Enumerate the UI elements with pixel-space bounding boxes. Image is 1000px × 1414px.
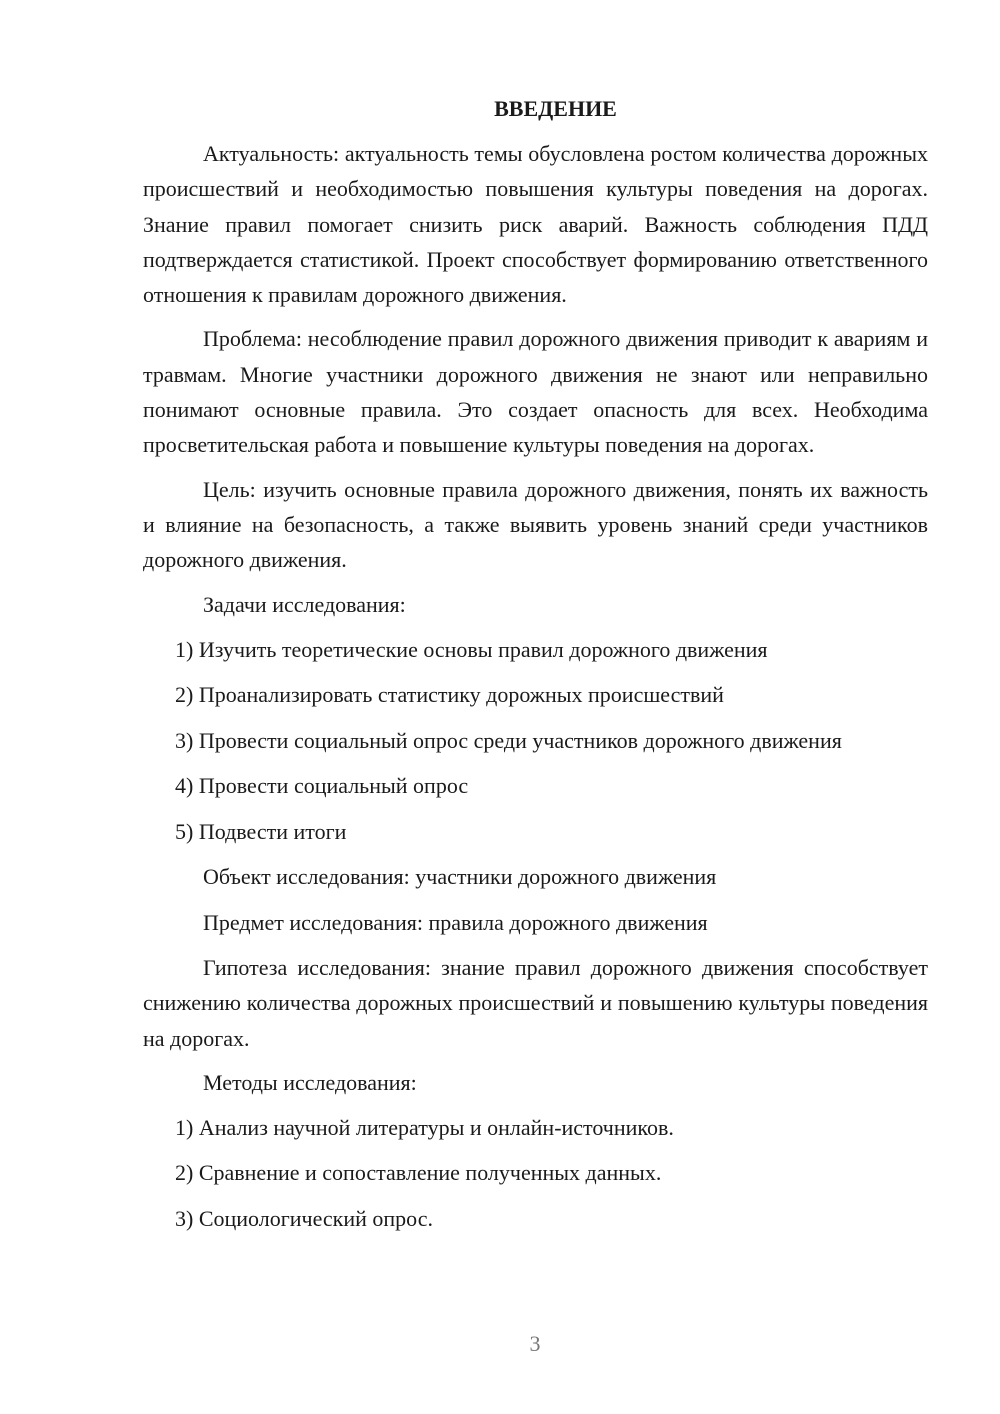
task-item: 3) Провести социальный опрос среди участников дорожного движения (175, 727, 842, 753)
task-item: 1) Изучить теоретические основы правил дорожного движения (175, 636, 768, 662)
task-item: 4) Провести социальный опрос (175, 773, 469, 799)
task-item: 5) Подвести итоги (175, 818, 347, 844)
tasks-list (143, 632, 928, 849)
problem-paragraph: Проблема: несоблюдение правил дорожного движения приводит к авариям и травмам. Многие участники дорожного движения не знают или неправильно понимают основные правила. Это создает опасность для всех. Необходима просветительская работа и повышение культуры поведения на дорогах. (143, 326, 928, 458)
research-subject: Предмет исследования: правила дорожного движения (203, 909, 708, 935)
goal-paragraph: Цель: изучить основные правила дорожного движения, понять их важность и влияние на безопасность, а также выявить уровень знаний среди участников дорожного движения. (143, 476, 928, 573)
methods-list (143, 1110, 928, 1236)
page-title: ВВЕДЕНИЕ (494, 96, 617, 121)
research-object: Объект исследования: участники дорожного движения (203, 864, 717, 890)
relevance-paragraph: Актуальность: актуальность темы обусловлена ростом количества дорожных происшествий и необходимостью повышения культуры поведения на дорогах. Знание правил помогает снизить риск аварий. Важность соблюдения ПДД подтверждается статистикой. Проект способствует формированию ответственного отношения к правилам дорожного движения. (143, 141, 928, 308)
method-item: 2) Сравнение и сопоставление полученных данных. (175, 1160, 662, 1186)
tasks-heading: Задачи исследования: (203, 591, 406, 617)
page-number: 3 (529, 1331, 541, 1356)
task-item: 2) Проанализировать статистику дорожных происшествий (175, 682, 724, 708)
methods-heading: Методы исследования: (203, 1069, 417, 1095)
method-item: 3) Социологический опрос. (175, 1205, 433, 1231)
method-item: 1) Анализ научной литературы и онлайн-источников. (175, 1114, 674, 1140)
hypothesis-paragraph: Гипотеза исследования: знание правил дорожного движения способствует снижению количества дорожных происшествий и повышению культуры поведения на дорогах. (143, 955, 928, 1051)
